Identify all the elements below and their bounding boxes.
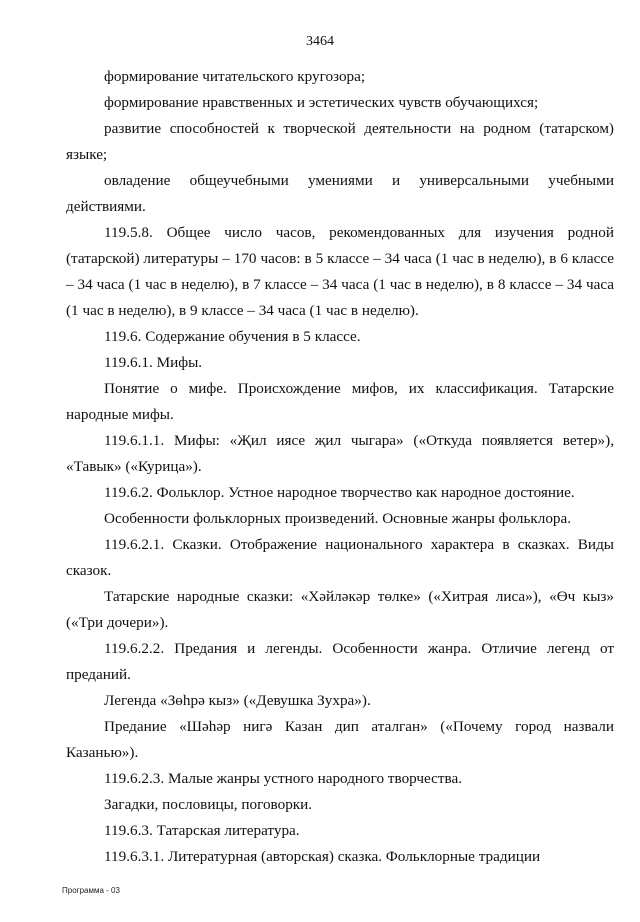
paragraph: 119.6.2. Фольклор. Устное народное творчество как народное достояние.: [104, 484, 575, 501]
paragraph: 119.6.2.3. Малые жанры устного народного творчества.: [104, 770, 463, 787]
paragraph: 119.6.1.1. Мифы: «Җил иясе җил чыгара» («Откуда появляется ветер»), «Тавык» («Курица»).: [66, 432, 614, 475]
paragraph: 119.6.3. Татарская литература.: [104, 822, 300, 839]
paragraph: формирование нравственных и эстетических чувств обучающихся;: [104, 94, 539, 111]
page-number: 3464: [306, 34, 334, 49]
footer-label: Программа - 03: [62, 886, 120, 895]
paragraph: 119.6.1. Мифы.: [104, 354, 203, 371]
document-body: [66, 64, 614, 870]
paragraph: Легенда «Зөһрә кыз» («Девушка Зухра»).: [104, 692, 371, 709]
paragraph: овладение общеучебными умениями и универсальными учебными действиями.: [66, 172, 614, 215]
paragraph: развитие способностей к творческой деятельности на родном (татарском) языке;: [66, 120, 614, 163]
paragraph: формирование читательского кругозора;: [104, 68, 366, 85]
paragraph: Татарские народные сказки: «Хәйләкәр төлке» («Хитрая лиса»), «Өч кыз» («Три дочери»).: [66, 588, 614, 631]
paragraph: Особенности фольклорных произведений. Основные жанры фольклора.: [104, 510, 572, 527]
paragraph: Понятие о мифе. Происхождение мифов, их классификация. Татарские народные мифы.: [66, 380, 614, 423]
paragraph: 119.6. Содержание обучения в 5 классе.: [104, 328, 361, 345]
paragraph: 119.6.3.1. Литературная (авторская) сказка. Фольклорные традиции: [104, 848, 541, 865]
paragraph: 119.6.2.1. Сказки. Отображение национального характера в сказках. Виды сказок.: [66, 536, 614, 579]
paragraph: 119.5.8. Общее число часов, рекомендованных для изучения родной (татарской) литературы – 170 часов: в 5 классе – 34 часа (1 час в неделю), в 6 классе – 34 часа (1 час в неделю), в 7 классе – 34 часа (1 час в неделю), в 8 классе – 34 часа (1 час в неделю), в 9 классе – 34 часа (1 час в неделю).: [66, 224, 614, 319]
paragraph: Загадки, пословицы, поговорки.: [104, 796, 313, 813]
paragraph: Предание «Шәһәр нигә Казан дип аталган» («Почему город назвали Казанью»).: [66, 718, 614, 761]
paragraph: 119.6.2.2. Предания и легенды. Особенности жанра. Отличие легенд от преданий.: [66, 640, 614, 683]
